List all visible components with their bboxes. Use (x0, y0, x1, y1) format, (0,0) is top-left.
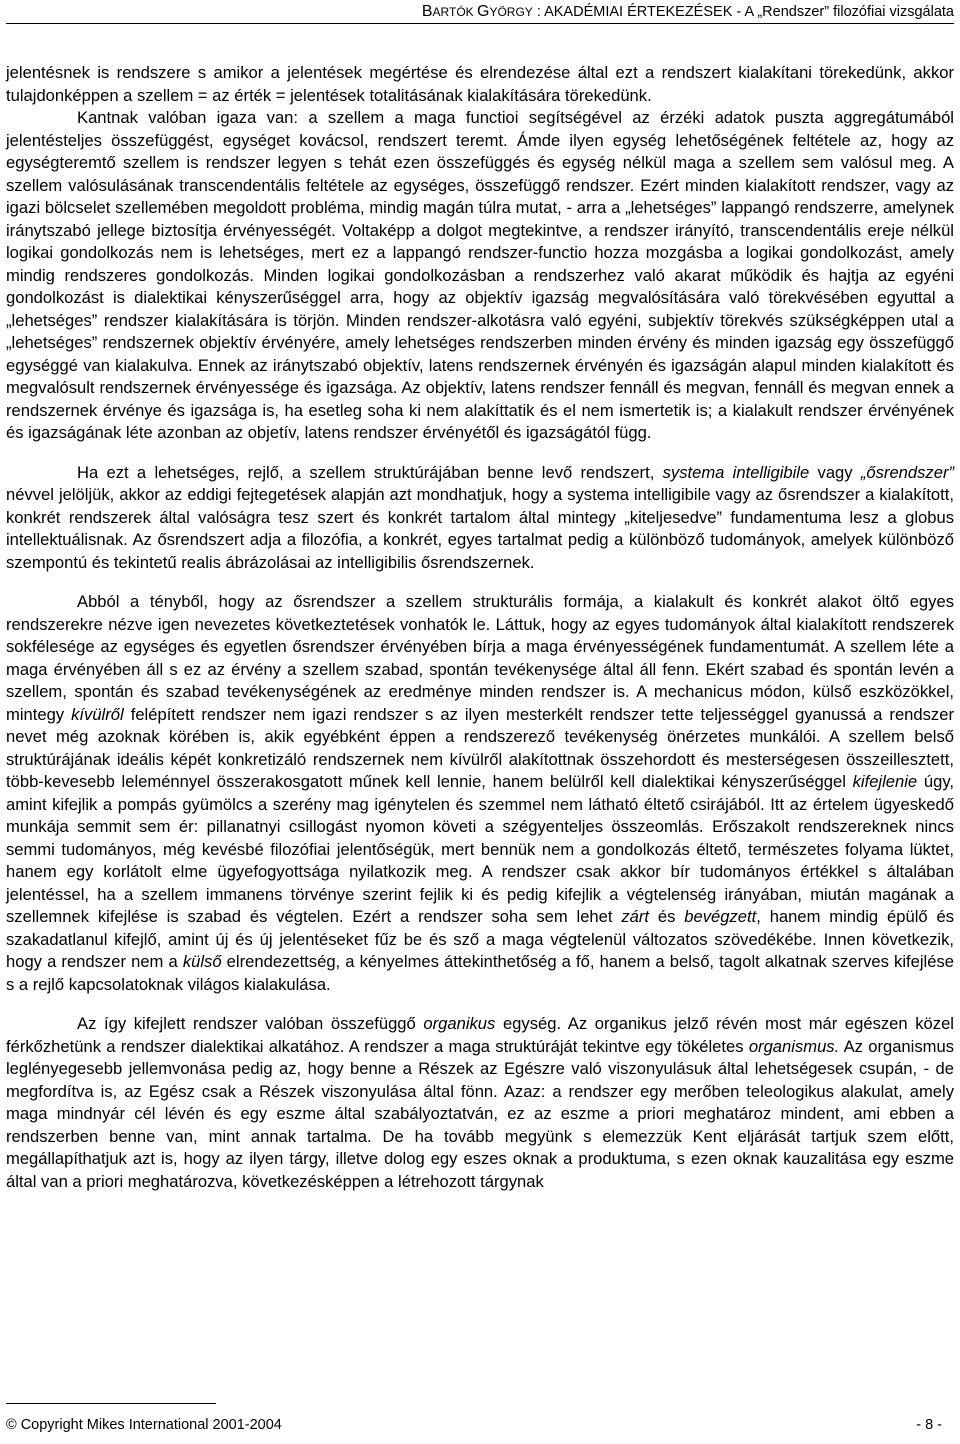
p3-text-a: Ha ezt a lehetséges, rejlő, a szellem struktúrájában benne levő rendszert, (77, 462, 663, 482)
page-footer (6, 1416, 954, 1434)
p4-text-d: és (649, 907, 685, 926)
p3-italic-osrendszer: „ősrendszer” (860, 462, 955, 482)
page-number: - 8 - (916, 1417, 942, 1433)
p4-italic-zart: zárt (621, 907, 650, 926)
running-header (422, 3, 954, 21)
paragraph-4 (6, 591, 954, 996)
p4-text-b: felépített rendszer nem igazi rendszer s az ilyen mesterkélt rendszer tette teljességgel gyanussá a rendszer nevet még azoknak körében is, akik egyébként éppen a rendszerező tevékenység önérzetes munkálói. A szellem belső struktúrájának ideális képét konkretizáló rendszernek nem kívülről alakítottnak összehordott és mesterségesen összeillesztett, több-kevesebb leleménnyel összerakosgatott műnek kell lennie, hanem belülről kell dialektikai kényszerűséggel (6, 704, 954, 791)
paragraph-2: Kantnak valóban igaza van: a szellem a maga functioi segítségével az érzéki adatok puszta aggregátumából jelentésteljes összefüggést, egységet kovácsol, rendszert teremt. Ámde ilyen egység lehetőségének feltétele az, hogy az egységteremtő szellem is rendszer legyen s tehát ezen összefüggés és egység nélkül maga a szellem sem valósul meg. A szellem valósulásának transcendentális feltétele az egységes, összefüggő rendszer. Ezért minden kialakított rendszer, vagy az igazi bölcselet szellemében megoldott probléma, mindig magán túlra mutat, - arra a „lehetséges” lappangó rendszerre, amelynek iránytszabó jellege biztosítja érvényességét. Voltaképp a dolgot megtekintve, a rendszer irányító, transcendentális ereje nélkül logikai gondolkozás nem is lehetséges, mert ez a lappangó rendszer-functio hozza mozgásba a logikai gondolkozást, amely mindig rendszeres gondolkozás. Minden logikai gondolkozásban a rendszerhez való akarat működik és hajtja az egyéni gondolkozást is dialektikai kényszerűséggel arra, hogy az objektív igazság megvalósítására való törekvésében egyuttal a „lehetséges” rendszer kialakítására is törjön. Minden rendszer-alkotásra való egyéni, subjektív törekvés szükségképpen utal a „lehetséges” rendszernek objektív érvényére, amely lehetséges rendszerben minden érvény és minden igazság egy összefüggő egységgé van kialakulva. Ennek az iránytszabó objektív, latens rendszernek érvényén és igazságán alapul minden kialakított és megvalósult rendszernek érvényessége és igazsága. Az objektív, latens rendszer fennáll és megvan, fennáll és megvan ennek a rendszernek érvénye és igazsága is, ha esetleg soha ki nem alakíttatik és el nem ismertetik is; a kialakult rendszer érvényének és igazságának léte azonban az objetív, latens rendszer érvényétől és igazságától függ. (6, 108, 954, 442)
p5-text-a: Az így kifejlett rendszer valóban összefüggő (77, 1014, 424, 1033)
p4-italic-kulso: külső (182, 952, 222, 971)
copyright-notice: © Copyright Mikes International 2001-2004 (6, 1417, 282, 1433)
p4-text-f: elrendezettség, a kényelmes áttekinthetőség a fő, hanem a belső, tagolt alkatnak szerves kifejlése s a rejlő kapcsolatoknak világos kialakulása. (6, 952, 954, 994)
p5-italic-organikus: organikus (423, 1014, 496, 1033)
p4-text-c: úgy, amint kifejlik a pompás gyümölcs a szerény mag igénytelen és szemmel nem látható éltető csirájából. Itt az értelem ügyeskedő munkája semmit sem ér: pillanatnyi csillogást nyomon követi a szégyenteljes összeomlás. Erőszakolt rendszereknek nincs semmi tudományos, még kevésbé filozófiai jelentőségük, mert bennük nem a gondolkozás éltető, természetes folyama lüktet, hanem egy korlátolt elme ügyefogyottsága nyilatkozik meg. A rendszer csak akkor bír tudományos értékkel s általában jelentéssel, ha a szellem immanens törvénye szerint fejlik ki és pedig kifejlik a végtelenség irányában, miután magának a szellemnek kifejlése is szabad és végtelen. Ezért a rendszer soha sem lehet (6, 772, 954, 926)
header-rule (6, 23, 954, 24)
header-initial-b: B (421, 3, 433, 20)
p5-text-c: Az organismus leglényegesebb jellemvonása pedig az, hogy benne a Részek az Egészre való viszonyulásuk által lehetségesek csupán, - de megfordítva is, az Egész csak a Részek viszonyulása által fönn. Azaz: a rendszer egy merőben teleologikus alakulat, amely maga mindnyár cél lévén és egy eszme által szabályoztatván, ez az eszme a priori meghatároz mindent, ami ebben a rendszerben benne van, mint annak tartalma. De ha tovább megyünk s elemezzük Kent eljárását tartjuk szem előtt, megállapíthatjuk azt is, hogy az ilyen tárgy, illetve dolog egy eszes oknak a produktuma, s ezen oknak kauzalitása egy eszme által van a priori meghatározva, következésképpen a létrehozott tárgynak (6, 1036, 954, 1191)
p5-text-b: egység. Az organikus jelző révén most már egészen közel férkőzhetünk a rendszer dialektikai alkatához. A rendszer a maga struktúráját tekintve egy tökéletes (6, 1014, 954, 1056)
p4-italic-kifejlenie: kifejlenie (852, 772, 918, 791)
p4-text-e: , hanem mindig épülő és szakadatlanul kifejlő, amint új és új jelentéseket fűz be és sző a maga végtelenül változatos szövedékébe. Innen következik, hogy a rendszer nem a (6, 907, 954, 971)
p3-text-c: névvel jelöljük, akkor az eddigi fejtegetések alapján azt mondhatjuk, hogy a systema intelligibile vagy az ősrendszer a kialakított, konkrét rendszerek által valóságra tesz szert és konkrét tartalom által mintegy „kiteljesedve” fundamentuma lesz a globus intellektuálisnak. Az ősrendszert adja a filozófia, a konkrét, egyes tartalmat pedig a különböző tudományok, amelyek különböző szempontú és tekintetű realis ábrázolásai az intelligibilis ősrendszernek. (6, 485, 954, 572)
header-author-rest2: YÖRGY (489, 5, 533, 19)
paragraph-3 (6, 462, 954, 575)
paragraph-5 (6, 1013, 954, 1193)
p3-text-b: vagy (809, 462, 861, 482)
header-author-rest: ARTÓK (432, 5, 477, 19)
footer-rule (6, 1403, 216, 1404)
paragraph-1: jelentésnek is rendszere s amikor a jelentések megértése és elrendezése által ezt a rendszert kialakítani törekedünk, akkor tulajdonképpen a szellem = az érték = jelentések totalitásának kialakítására törekedünk. (6, 63, 954, 105)
p4-italic-kivulrol: kívülről (71, 704, 124, 724)
p4-italic-bevegzett: bevégzett (684, 907, 757, 926)
header-initial-g: G (477, 3, 490, 20)
p3-italic-systema: systema intelligibile (662, 462, 810, 482)
page-body (6, 62, 954, 1193)
p4-text-a: Abból a tényből, hogy az ősrendszer a szellem strukturális formája, a kialakult és konkrét alakot öltő egyes rendszerekre nézve igen nevezetes következtetések vonhatók le. Láttuk, hogy az egyes tudományok által kialakított rendszerek sokféleségе az egységes és egyetlen ősrendszer érvényében bírja a maga érvényességének fundamentumát. A szellem léte a maga érvényében áll s ez az érvény a szellem szabad, spontán tevékenysége által áll fenn. Ekért szabad és spontán levén a szellem, spontán és szabad tevékenységének az eredménye minden rendszer is. A mechanicus módon, külső eszközökkel, mintegy (6, 592, 954, 724)
p5-italic-organismus: organismus. (748, 1036, 840, 1056)
header-title: : AKADÉMIAI ÉRTEKEZÉSEK - A „Rendszer” filozófiai vizsgálata (532, 4, 954, 20)
